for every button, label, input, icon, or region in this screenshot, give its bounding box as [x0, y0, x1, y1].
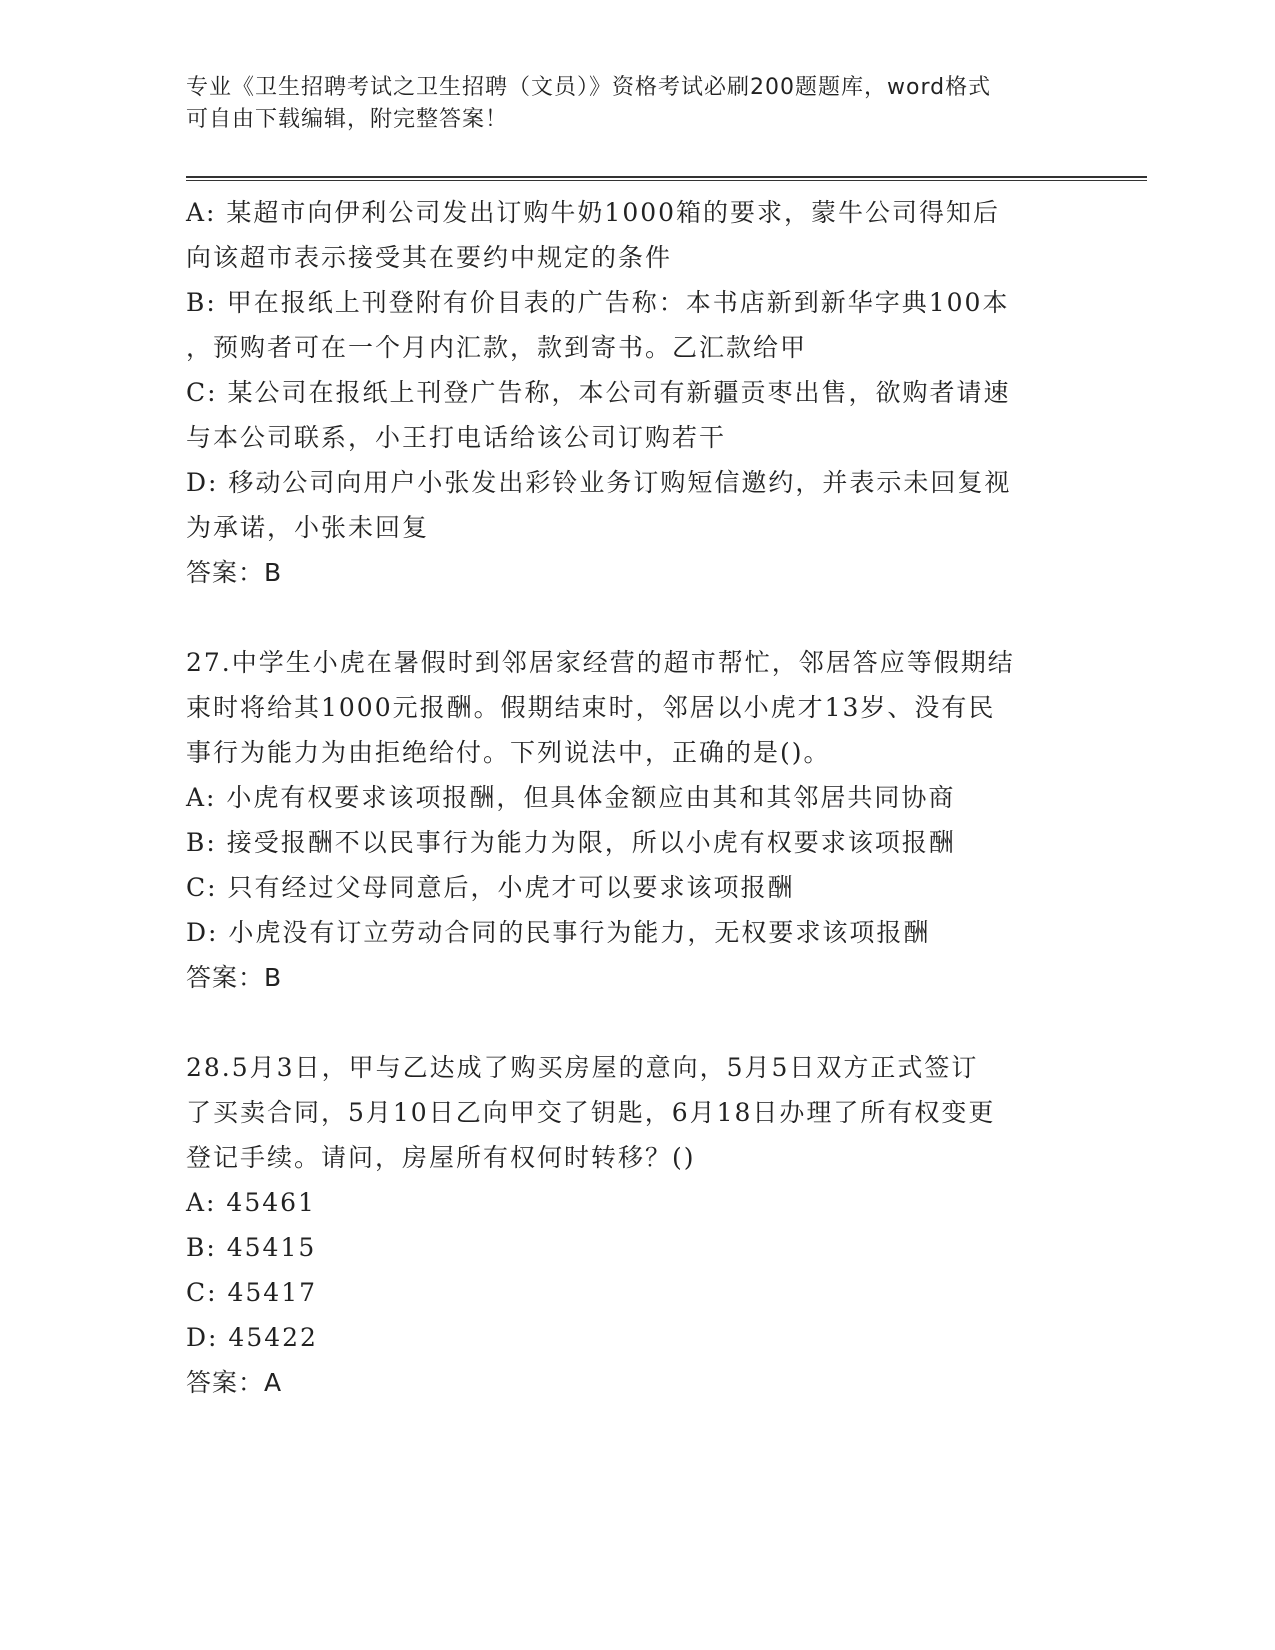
question-stem-line-1: 27.中学生小虎在暑假时到邻居家经营的超市帮忙，邻居答应等假期结	[186, 648, 1015, 677]
answer: 答案：A	[186, 1368, 283, 1397]
option-a: A: 45461	[186, 1188, 316, 1217]
header-divider	[186, 176, 1147, 181]
question-stem-line-2: 了买卖合同，5月10日乙向甲交了钥匙，6月18日办理了所有权变更	[186, 1098, 996, 1127]
option-c-line-1: C: 某公司在报纸上刊登广告称，本公司有新疆贡枣出售，欲购者请速	[186, 378, 1011, 407]
option-b: B: 45415	[186, 1233, 317, 1262]
option-c: C: 只有经过父母同意后，小虎才可以要求该项报酬	[186, 873, 795, 902]
option-c-line-2: 与本公司联系，小王打电话给该公司订购若干	[186, 423, 727, 452]
spacer	[186, 595, 1086, 640]
option-d: D: 小虎没有订立劳动合同的民事行为能力，无权要求该项报酬	[186, 918, 931, 947]
option-b-line-2: ，预购者可在一个月内汇款，款到寄书。乙汇款给甲	[186, 333, 808, 362]
question-stem-line-3: 事行为能力为由拒绝给付。下列说法中，正确的是()。	[186, 738, 831, 767]
answer: 答案：B	[186, 558, 283, 587]
header-title-line-1: 专业《卫生招聘考试之卫生招聘（文员）》资格考试必刷200题题库，word格式	[186, 75, 992, 100]
question-stem-line-3: 登记手续。请问，房屋所有权何时转移？()	[186, 1143, 696, 1172]
header-title-line-2: 可自由下载编辑，附完整答案！	[186, 107, 509, 132]
question-content	[186, 190, 1086, 1405]
question-stem-line-1: 28.5月3日，甲与乙达成了购买房屋的意向，5月5日双方正式签订	[186, 1053, 979, 1082]
document-header	[186, 72, 1066, 136]
answer: 答案：B	[186, 963, 283, 992]
option-d-line-1: D: 移动公司向用户小张发出彩铃业务订购短信邀约，并表示未回复视	[186, 468, 1012, 497]
option-c: C: 45417	[186, 1278, 318, 1307]
option-d: D: 45422	[186, 1323, 318, 1352]
option-d-line-2: 为承诺，小张未回复	[186, 513, 430, 542]
spacer	[186, 1000, 1086, 1045]
question-26-options	[186, 190, 1086, 595]
question-stem-line-2: 束时将给其1000元报酬。假期结束时，邻居以小虎才13岁、没有民	[186, 693, 996, 722]
option-b-line-1: B: 甲在报纸上刊登附有价目表的广告称：本书店新到新华字典100本	[186, 288, 1010, 317]
option-a: A: 小虎有权要求该项报酬，但具体金额应由其和其邻居共同协商	[186, 783, 956, 812]
question-27	[186, 640, 1086, 1000]
option-a-line-2: 向该超市表示接受其在要约中规定的条件	[186, 243, 673, 272]
question-28	[186, 1045, 1086, 1405]
option-b: B: 接受报酬不以民事行为能力为限，所以小虎有权要求该项报酬	[186, 828, 956, 857]
option-a-line-1: A: 某超市向伊利公司发出订购牛奶1000箱的要求，蒙牛公司得知后	[186, 198, 1001, 227]
